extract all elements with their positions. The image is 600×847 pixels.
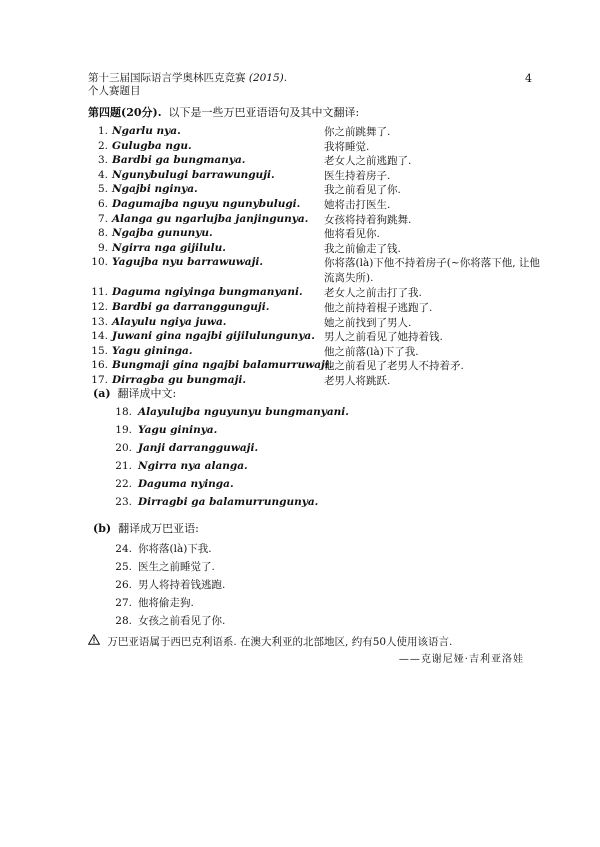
sentence-number: 10.	[91, 256, 108, 269]
wambaya-sentence: Yagu gininga.	[112, 344, 193, 357]
sentence-row	[88, 301, 538, 316]
exercise-text: Daguma nyinga.	[138, 478, 234, 491]
wambaya-sentence: Dagumajba nguyu ngunybulugi.	[112, 197, 301, 210]
page-number: 4	[525, 72, 532, 85]
exercise-item	[110, 406, 349, 424]
chinese-translation: 我之前偷走了钱.	[324, 242, 401, 255]
exercise-text: 你将落(là)下我.	[138, 543, 212, 555]
sentence-row	[88, 183, 538, 198]
chinese-translation: 他之前持着棍子逃跑了.	[324, 301, 433, 314]
sentence-row	[88, 169, 538, 184]
sentence-number: 8.	[97, 227, 108, 240]
exercise-text: Ngirra nya alanga.	[138, 460, 248, 473]
chinese-translation: 女孩将持着狗跳舞.	[324, 213, 412, 226]
part-a-instruction: 翻译成中文:	[117, 387, 177, 400]
exercise-number: 27.	[115, 597, 132, 610]
sentence-row	[88, 242, 538, 257]
chinese-translation: 我之前看见了你.	[324, 184, 401, 197]
sentence-row	[88, 227, 538, 242]
sentence-number: 1.	[97, 125, 108, 137]
exercise-text: Alayulujba nguyunyu bungmanyani.	[138, 406, 349, 418]
exercise-item	[110, 478, 349, 496]
sentence-row	[88, 359, 538, 374]
note-text: 万巴亚语属于西巴克利语系. 在澳大利亚的北部地区, 约有50人使用该语言.	[107, 636, 453, 648]
sentence-number: 2.	[97, 139, 108, 152]
wambaya-sentence: Alanga gu ngarlujba janjingunya.	[112, 212, 309, 225]
chinese-translation: 你将落(là)下他不持着房子(~你将落下他, 让他流离失所).	[324, 257, 540, 285]
sentence-number: 12.	[91, 300, 108, 313]
chinese-translation: 老女人之前逃跑了.	[324, 155, 412, 168]
chinese-translation: 她之前找到了男人.	[324, 316, 412, 329]
sentence-row	[88, 316, 538, 331]
sentence-row	[88, 345, 538, 360]
sentence-number: 16.	[91, 359, 108, 372]
exercise-item	[110, 559, 225, 577]
wambaya-sentence: Ngajbi nginya.	[112, 183, 198, 196]
exercise-number: 21.	[115, 460, 132, 473]
wambaya-sentence: Bungmaji gina ngajbi balamurruwaji.	[112, 359, 333, 372]
sentence-row	[88, 286, 538, 301]
exercise-text: 他将偷走狗.	[138, 597, 194, 610]
sentence-row	[88, 154, 538, 169]
competition-title: 第十三届国际语言学奥林匹克竞赛	[88, 72, 246, 84]
exercise-item	[110, 442, 349, 460]
wambaya-sentence: Yagujba nyu barrawuwaji.	[112, 256, 264, 269]
exercise-number: 19.	[115, 424, 132, 437]
sentence-number: 3.	[97, 154, 108, 167]
sentence-row	[88, 256, 538, 286]
exercise-item	[110, 595, 225, 613]
wambaya-sentence: Daguma ngiyinga bungmanyani.	[112, 286, 303, 299]
exercise-text: 医生之前睡觉了.	[138, 561, 215, 574]
sentence-number: 14.	[91, 330, 108, 343]
chinese-translation: 老男人将跳跃.	[324, 374, 391, 387]
chinese-translation: 他将看见你.	[324, 228, 380, 241]
exercise-text: 女孩之前看见了你.	[138, 615, 226, 628]
part-b-heading	[93, 520, 199, 536]
wambaya-sentence: Gulugba ngu.	[112, 139, 192, 152]
sentence-row	[88, 330, 538, 345]
sentence-list	[88, 125, 538, 389]
warning-triangle-icon	[88, 634, 104, 648]
sentence-number: 9.	[97, 241, 108, 254]
exercise-item	[110, 577, 225, 595]
sentence-number: 7.	[97, 212, 108, 225]
problem-points: (20分).	[121, 106, 162, 119]
contest-type: 个人赛题目	[88, 85, 141, 97]
sentence-row	[88, 125, 538, 140]
exercise-text: Dirragbi ga balamurrungunya.	[138, 496, 319, 509]
part-b-instruction: 翻译成万巴亚语:	[118, 522, 199, 535]
exercise-item	[110, 460, 349, 478]
chinese-translation: 她将击打医生.	[324, 198, 391, 211]
chinese-translation: 老女人之前击打了我.	[324, 287, 422, 300]
exercise-text: Janji darrangguwaji.	[138, 442, 259, 455]
sentence-number: 13.	[91, 315, 108, 328]
exercise-number: 23.	[115, 496, 132, 509]
wambaya-sentence: Ngarlu nya.	[112, 125, 181, 137]
part-a-heading	[93, 385, 176, 401]
sentence-number: 17.	[91, 373, 108, 386]
sentence-number: 5.	[97, 183, 108, 196]
exercise-item	[110, 613, 225, 631]
page-header	[88, 72, 528, 98]
wambaya-sentence: Dirragba gu bungmaji.	[112, 373, 247, 386]
wambaya-sentence: Ngirra nga gijilulu.	[112, 241, 226, 254]
language-note	[88, 634, 548, 649]
wambaya-sentence: Ngunybulugi barrawunguji.	[112, 168, 275, 181]
exercise-text: 男人将持着钱逃跑.	[138, 579, 226, 592]
sentence-number: 6.	[97, 197, 108, 210]
competition-year: (2015).	[248, 72, 288, 84]
exercise-item	[110, 424, 349, 442]
wambaya-sentence: Ngajba gununyu.	[112, 227, 213, 240]
chinese-translation: 你之前跳舞了.	[324, 126, 391, 138]
exercise-number: 20.	[115, 442, 132, 455]
exercise-item	[110, 541, 225, 559]
part-b-label: (b)	[93, 522, 112, 535]
author-credit: ——克谢尼娅·吉利亚洛娃	[398, 654, 524, 665]
wambaya-sentence: Juwani gina ngajbi gijilulungunya.	[112, 330, 315, 343]
exercise-number: 24.	[115, 543, 132, 555]
wambaya-sentence: Bardbi ga darranggunguji.	[112, 300, 270, 313]
chinese-translation: 他之前看见了老男人不持着矛.	[324, 360, 464, 373]
sentence-number: 15.	[91, 344, 108, 357]
exercise-number: 28.	[115, 615, 132, 628]
chinese-translation: 男人之前看见了她持着钱.	[324, 331, 443, 344]
exercise-number: 22.	[115, 478, 132, 491]
wambaya-sentence: Bardbi ga bungmanya.	[112, 154, 246, 167]
wambaya-sentence: Alayulu ngiya juwa.	[112, 315, 227, 328]
exercise-number: 25.	[115, 561, 132, 574]
exercise-number: 26.	[115, 579, 132, 592]
exercise-number: 18.	[115, 406, 132, 418]
problem-intro: 以下是一些万巴亚语语句及其中文翻译:	[168, 106, 360, 119]
problem-title	[88, 106, 359, 120]
sentence-number: 11.	[91, 286, 108, 299]
sentence-row	[88, 213, 538, 228]
sentence-row	[88, 140, 538, 155]
exercise-item	[110, 496, 349, 514]
chinese-translation: 他之前落(là)下了我.	[324, 345, 419, 358]
sentence-number: 4.	[97, 168, 108, 181]
chinese-translation: 医生持着房子.	[324, 169, 391, 182]
part-a-label: (a)	[93, 387, 111, 400]
chinese-translation: 我将睡觉.	[324, 140, 370, 153]
problem-label: 第四题	[88, 106, 121, 119]
part-a-list	[110, 406, 349, 515]
sentence-row	[88, 198, 538, 213]
exercise-text: Yagu gininya.	[138, 424, 218, 437]
part-b-list	[110, 541, 225, 631]
